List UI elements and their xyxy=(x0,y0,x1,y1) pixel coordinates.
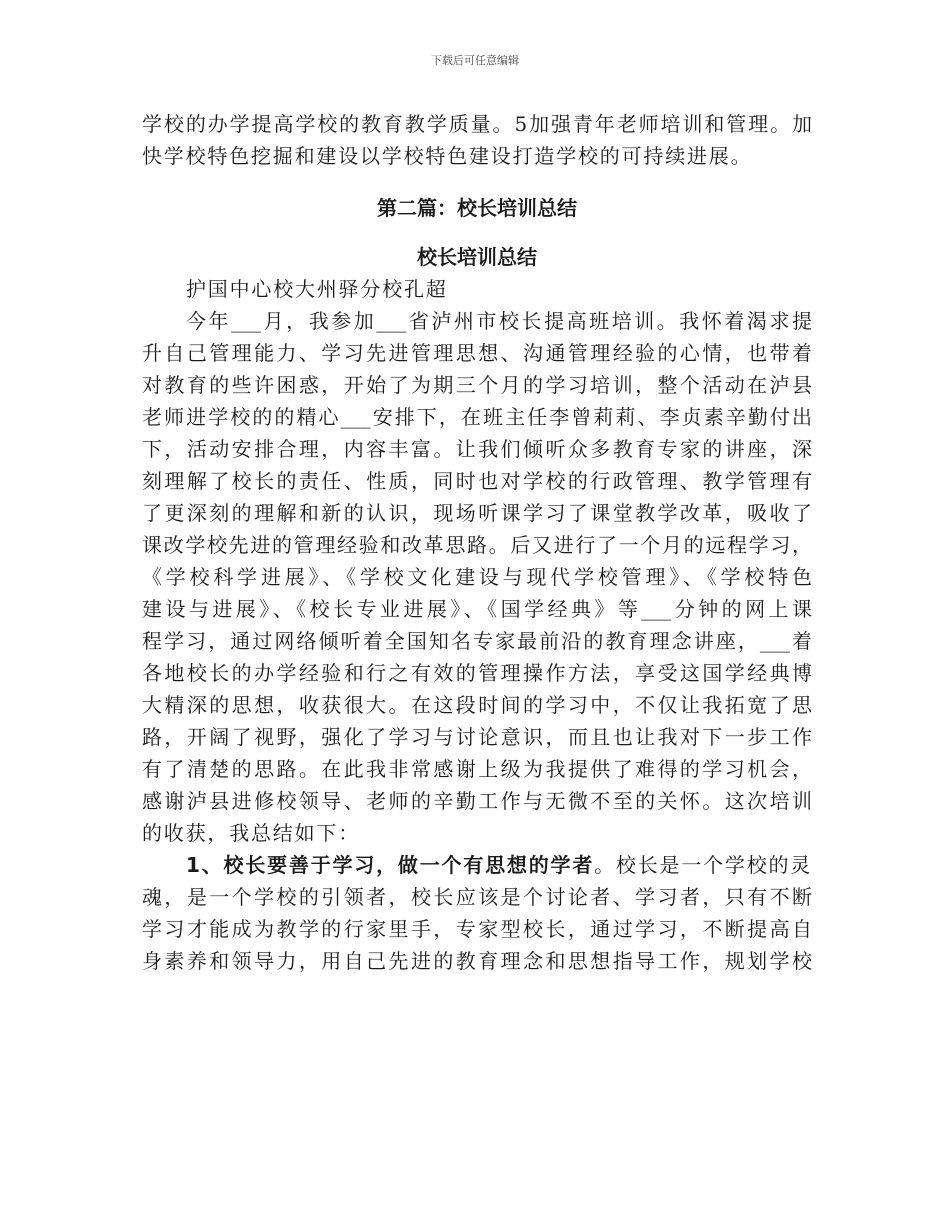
body-line: 对教育的些许困惑，开始了为期三个月的学习培训，整个活动在泸县 xyxy=(142,373,812,397)
body-line: 升自己管理能力、学习先进管理思想、沟通管理经验的心情，也带着 xyxy=(142,341,812,365)
body-line: 老师进学校的的精心___安排下，在班主任李曾莉莉、李贞素辛勤付出 xyxy=(142,405,812,429)
body-line: 有了清楚的思路。在此我非常感谢上级为我提供了难得的学习机会， xyxy=(142,757,812,781)
point-1-heading: 1、校长要善于学习，做一个有思想的学者 xyxy=(186,853,595,877)
body-line: 感谢泸县进修校领导、老师的辛勤工作与无微不至的关怀。这次培训 xyxy=(142,789,812,813)
body-line: 课改学校先进的管理经验和改革思路。后又进行了一个月的远程学习， xyxy=(142,533,812,557)
body-line: 刻理解了校长的责任、性质，同时也对学校的行政管理、教学管理有 xyxy=(142,469,812,493)
body-line: 的收获，我总结如下： xyxy=(142,821,360,845)
page-header: 下载后可任意编辑 xyxy=(431,54,519,67)
body-line: 了更深刻的理解和新的认识，现场听课学习了课堂教学改革，吸收了 xyxy=(142,501,812,525)
point-1-text: 。校长是一个学校的灵 xyxy=(594,853,813,877)
body-line: 建设与进展》、《校长专业进展》、《国学经典》等___分钟的网上课 xyxy=(142,597,812,621)
intro-line: 快学校特色挖掘和建设以学校特色建设打造学校的可持续进展。 xyxy=(142,144,753,168)
intro-line: 学校的办学提高学校的教育教学质量。5加强青年老师培训和管理。加 xyxy=(142,112,812,136)
point-1-line: 学习才能成为教学的行家里手，专家型校长，通过学习，不断提高自 xyxy=(142,917,812,941)
body-line: 《学校科学进展》、《学校文化建设与现代学校管理》、《学校特色 xyxy=(142,565,812,589)
section-title: 第二篇：校长培训总结 xyxy=(377,196,577,220)
body-line: 大精深的思想，收获很大。在这段时间的学习中，不仅让我拓宽了思 xyxy=(142,693,812,717)
point-1-first-line xyxy=(142,849,812,881)
document-title: 校长培训总结 xyxy=(417,245,537,269)
point-1-line: 魂，是一个学校的引领者，校长应该是个讨论者、学习者，只有不断 xyxy=(142,885,812,909)
body-line: 路，开阔了视野，强化了学习与讨论意识，而且也让我对下一步工作 xyxy=(142,725,812,749)
body-line: 程学习，通过网络倾听着全国知名专家最前沿的教育理念讲座，___着 xyxy=(142,629,812,653)
body-line: 今年___月，我参加___省泸州市校长提高班培训。我怀着渴求提 xyxy=(186,309,812,333)
point-1-line: 身素养和领导力，用自己先进的教育理念和思想指导工作，规划学校 xyxy=(142,949,812,973)
author-line: 护国中心校大州驿分校孔超 xyxy=(186,277,448,301)
document-body xyxy=(142,108,812,977)
body-line: 各地校长的办学经验和行之有效的管理操作方法，享受这国学经典博 xyxy=(142,661,812,685)
body-line: 下，活动安排合理，内容丰富。让我们倾听众多教育专家的讲座，深 xyxy=(142,437,812,461)
